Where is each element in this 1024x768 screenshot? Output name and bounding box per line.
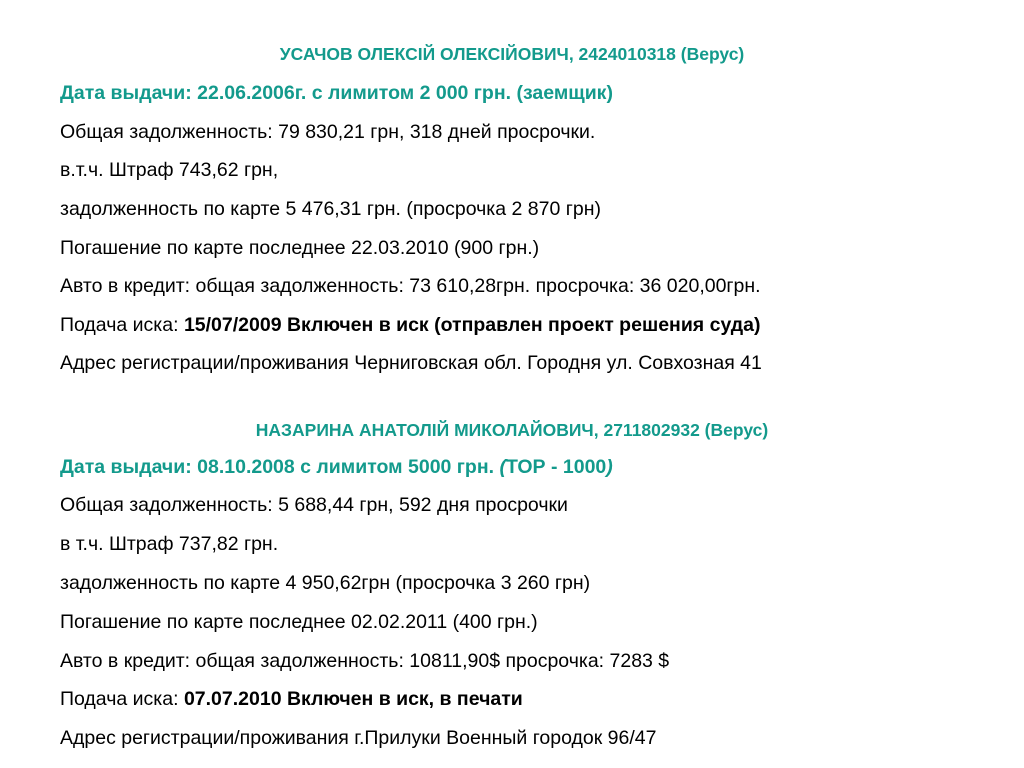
record-1-total-debt: Общая задолженность: 79 830,21 грн, 318 дней просрочки. <box>60 121 596 143</box>
record-2-lawsuit-value: 07.07.2010 Включен в иск, в печати <box>183 688 523 710</box>
record-2-name: НАЗАРИНА АНАТОЛІЙ МИКОЛАЙОВИЧ, 2711802932 (Верус) <box>255 420 769 440</box>
record-1-auto-credit: Авто в кредит: общая задолженность: 73 610,28грн. просрочка: 36 020,00грн. <box>60 275 761 297</box>
record-2-fine: в т.ч. Штраф 737,82 грн. <box>60 533 279 555</box>
record-1-issue-line: Дата выдачи: 22.06.2006г. с лимитом 2 000 грн. (заемщик) <box>60 82 613 104</box>
record-2-lawsuit-label: Подача иска: <box>60 688 184 710</box>
record-2-auto-credit: Авто в кредит: общая задолженность: 10811,90$ просрочка: 7283 $ <box>60 650 670 672</box>
record-2-last-payment: Погашение по карте последнее 02.02.2011 (400 грн.) <box>60 611 538 633</box>
record-2-issue-paren-open: ( <box>499 456 506 478</box>
record-1-address: Адрес регистрации/проживания Черниговская обл. Городня ул. Совхозная 41 <box>60 352 762 374</box>
record-2-card-debt: задолженность по карте 4 950,62грн (просрочка 3 260 грн) <box>60 572 591 594</box>
record-1-lawsuit-value: 15/07/2009 Включен в иск (отправлен проект решения суда) <box>183 314 761 336</box>
record-2-issue-paren-close: ) <box>606 456 613 478</box>
record-1-lawsuit <box>60 313 761 337</box>
record-1-last-payment: Погашение по карте последнее 22.03.2010 (900 грн.) <box>60 237 540 259</box>
record-2-total-debt: Общая задолженность: 5 688,44 грн, 592 дня просрочки <box>60 494 568 516</box>
record-1-fine: в.т.ч. Штраф 743,62 грн, <box>60 159 279 181</box>
record-2-address: Адрес регистрации/проживания г.Прилуки Военный городок 96/47 <box>60 727 657 749</box>
record-1-lawsuit-label: Подача иска: <box>60 314 184 336</box>
record-2-issue-line <box>60 455 613 479</box>
record-2-issue-main: Дата выдачи: 08.10.2008 с лимитом 5000 грн. <box>60 456 500 478</box>
record-2-issue-tor: ТОР - 1000 <box>505 456 607 478</box>
record-1-name: УСАЧОВ ОЛЕКСІЙ ОЛЕКСІЙОВИЧ, 2424010318 (Верус) <box>279 44 745 64</box>
record-1-card-debt: задолженность по карте 5 476,31 грн. (просрочка 2 870 грн) <box>60 198 601 220</box>
record-2-lawsuit <box>60 687 523 711</box>
